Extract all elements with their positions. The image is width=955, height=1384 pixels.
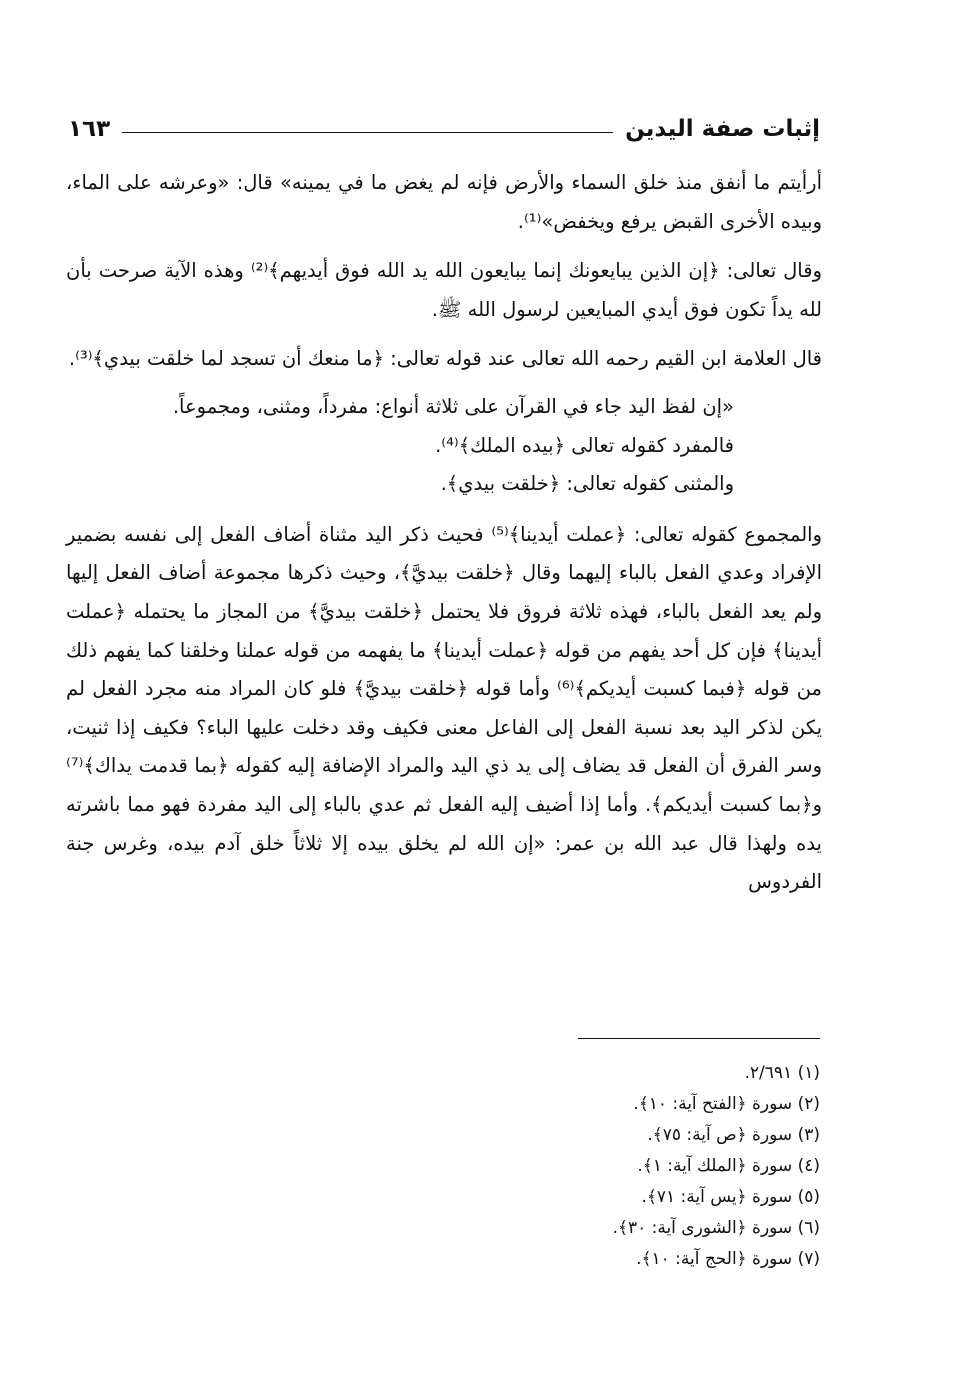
- footnote-5: (٥) سورة ﴿يس آية: ٧١﴾.: [641, 1187, 820, 1207]
- quote-opening: «إن لفظ اليد جاء في القرآن على ثلاثة أنواع: مفرداً، ومثنى، ومجموعاً.: [172, 394, 734, 418]
- footnote-2: (٢) سورة ﴿الفتح آية: ١٠﴾.: [633, 1094, 820, 1114]
- footnote-1: (١) ٢/٦٩١.: [744, 1063, 820, 1083]
- footnotes: [380, 1058, 820, 1275]
- paragraph-1: أرأيتم ما أنفق منذ خلق السماء والأرض فإنه لم يغض ما في يمينه» قال: «وعرشه على الماء، وبيده الأخرى القبض يرفع ويخفض»⁽¹⁾.: [66, 171, 822, 233]
- quote-singular: فالمفرد كقوله تعالى ﴿بيده الملك﴾⁽⁴⁾.: [435, 433, 734, 457]
- paragraph-3: قال العلامة ابن القيم رحمه الله تعالى عند قوله تعالى: ﴿ما منعك أن تسجد لما خلقت بيدي﴾⁽³⁾.: [68, 347, 822, 371]
- header-rule: [122, 132, 613, 133]
- chapter-title: إثبات صفة اليدين: [625, 116, 820, 142]
- footnote-7: (٧) سورة ﴿الحج آية: ١٠﴾.: [636, 1249, 820, 1269]
- paragraph-plural: والمجموع كقوله تعالى: ﴿عملت أيدينا﴾⁽⁵⁾ فحيث ذكر اليد مثناة أضاف الفعل إلى نفسه بضمير الإفراد وعدي الفعل بالباء إليهما وقال ﴿خلقت بيديَّ﴾، وحيث ذكرها مجموعة أضاف الفعل إليها ولم يعد الفعل بالباء، فهذه ثلاثة فروق فلا يحتمل ﴿خلقت بيديَّ﴾ من المجاز ما يحتمله ﴿عملت أيدينا﴾ فإن كل أحد يفهم من قوله ﴿عملت أيدينا﴾ ما يفهمه من قوله عملنا وخلقنا كما يفهم ذلك من قوله ﴿فبما كسبت أيديكم﴾⁽⁶⁾ وأما قوله ﴿خلقت بيديَّ﴾ فلو كان المراد منه مجرد الفعل لم يكن لذكر اليد بعد نسبة الفعل إلى الفاعل معنى فكيف وقد دخلت عليها الباء؟ فكيف إذا ثنيت، وسر الفرق أن الفعل قد يضاف إلى يد ذي اليد والمراد الإضافة إليه كقوله ﴿بما قدمت يداك﴾⁽⁷⁾ و﴿بما كسبت أيديكم﴾. وأما إذا أضيف إليه الفعل ثم عدي بالباء إلى اليد مفردة فهو مما باشرته يده ولهذا قال عبد الله بن عمر: «إن الله لم يخلق بيده إلا ثلاثاً خلق آدم بيده، وغرس جنة الفردوس: [66, 522, 823, 894]
- footnote-6: (٦) سورة ﴿الشورى آية: ٣٠﴾.: [612, 1218, 820, 1238]
- footnote-3: (٣) سورة ﴿ص آية: ٧٥﴾.: [647, 1125, 820, 1145]
- footnote-4: (٤) سورة ﴿الملك آية: ١﴾.: [637, 1156, 820, 1176]
- quote-dual: والمثنى كقوله تعالى: ﴿خلقت بيدي﴾.: [440, 472, 734, 496]
- paragraph-2: وقال تعالى: ﴿إن الذين يبايعونك إنما يبايعون الله يد الله فوق أيديهم﴾⁽²⁾ وهذه الآية صرحت بأن لله يداً تكون فوق أيدي المبايعين لرسول الله ﷺ.: [66, 259, 822, 321]
- footnote-rule: [578, 1038, 820, 1039]
- running-header: [68, 112, 820, 146]
- main-text: [66, 164, 822, 913]
- page-number: ١٦٣: [68, 116, 111, 142]
